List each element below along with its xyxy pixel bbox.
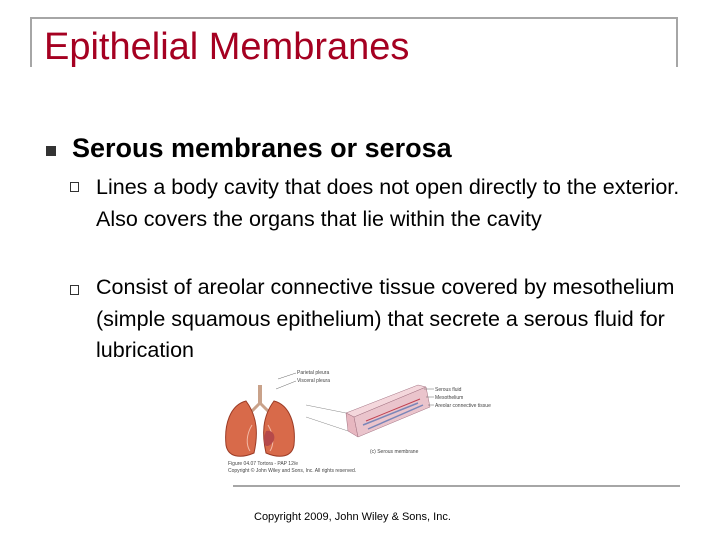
figure-credit-1: Figure 04.07 Tortora - PAP 12/e xyxy=(228,461,299,467)
sub-bullet-2: Consist of areolar connective tissue covered by mesothelium (simple squamous epithelium) that secrete a serous fluid for lubrication xyxy=(96,275,675,362)
label-serous-fluid: Serous fluid xyxy=(435,387,462,393)
checkbox-bullet-icon xyxy=(70,182,79,192)
title-frame-top xyxy=(30,17,678,19)
panel-label: (c) Serous membrane xyxy=(370,449,419,455)
sub-bullet-1: Lines a body cavity that does not open directly to the exterior. Also covers the organs that lie within the cavity xyxy=(96,175,680,231)
footer-divider xyxy=(233,485,680,487)
lungs-illustration xyxy=(226,385,295,456)
square-bullet-icon xyxy=(46,146,56,156)
label-areolar-tissue: Areolar connective tissue xyxy=(435,403,491,409)
label-mesothelium: Mesothelium xyxy=(435,395,464,401)
label-visceral-pleura: Visceral pleura xyxy=(297,378,330,384)
checkbox-bullet-icon xyxy=(70,285,79,295)
label-parietal-pleura: Parietal pleura xyxy=(297,370,330,376)
tissue-slab-illustration xyxy=(346,385,430,437)
figure-illustration xyxy=(218,365,500,480)
title-frame-left xyxy=(30,17,32,67)
figure-credit-2: Copyright © John Wiley and Sons, Inc. All rights reserved. xyxy=(228,468,357,474)
bullet-heading: Serous membranes or serosa xyxy=(72,133,452,163)
slide-title: Epithelial Membranes xyxy=(44,26,410,68)
footer-copyright: Copyright 2009, John Wiley & Sons, Inc. xyxy=(254,511,451,523)
serous-membrane-figure xyxy=(218,365,500,480)
title-frame-right xyxy=(676,17,678,67)
